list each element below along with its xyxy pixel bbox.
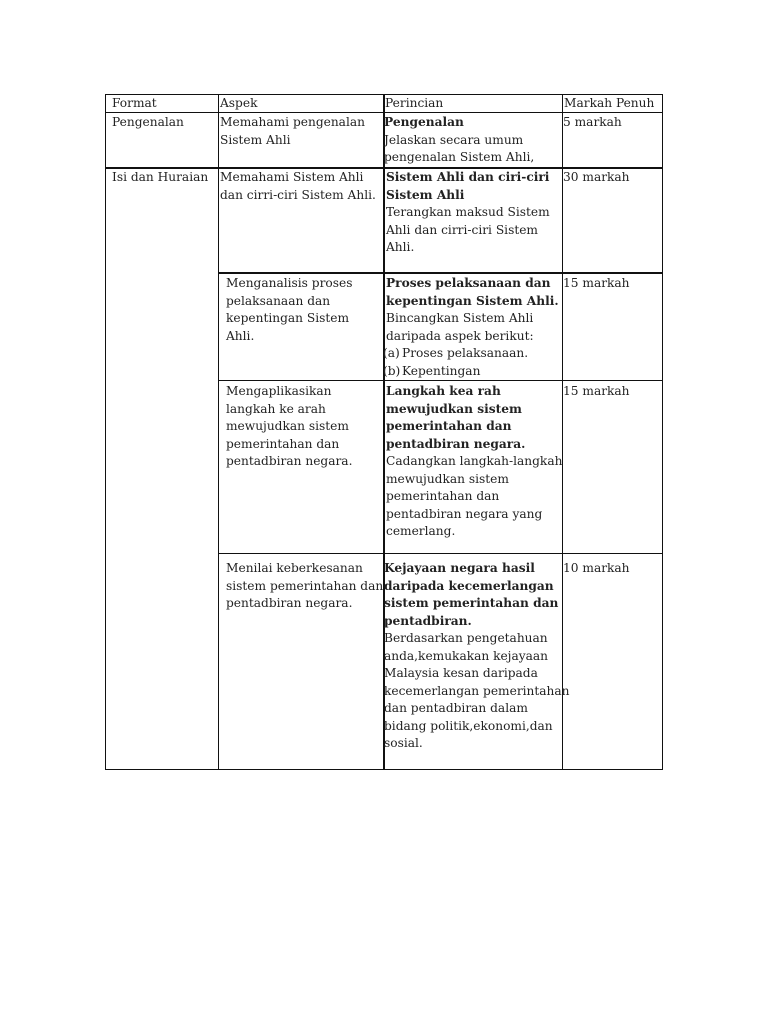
- row-divider: [218, 380, 662, 381]
- row5-markah: 10 markah: [563, 561, 630, 575]
- list-text: Kepentingan: [402, 363, 481, 378]
- section-title: daripada kecemerlangan: [384, 578, 554, 593]
- text-line: Menganalisis proses: [226, 276, 353, 290]
- row4-markah: 15 markah: [563, 384, 630, 398]
- text-line: Berdasarkan pengetahuan: [384, 631, 548, 645]
- row2-perincian: [386, 169, 550, 257]
- row1-perincian: [384, 114, 534, 167]
- text-line: Ahli.: [226, 328, 255, 343]
- text-line: pelaksanaan dan: [226, 293, 331, 308]
- row2-aspek: [220, 169, 376, 204]
- text-line: pentadbiran negara.: [226, 454, 353, 468]
- row2-format: Isi dan Huraian: [112, 170, 209, 184]
- text-line: mewujudkan sistem: [386, 471, 509, 486]
- section-title: Sistem Ahli dan ciri-ciri: [386, 170, 550, 184]
- text-line: pentadbiran negara.: [226, 596, 353, 610]
- marking-scheme-table: [105, 94, 663, 770]
- text-line: pengenalan Sistem Ahli,: [384, 150, 535, 164]
- section-title: pentadbiran.: [384, 613, 472, 628]
- section-title: pemerintahan dan: [386, 419, 512, 433]
- section-title: Langkah kea rah: [386, 384, 501, 398]
- text-line: mewujudkan sistem: [226, 419, 349, 433]
- text-line: Bincangkan Sistem Ahli: [386, 311, 534, 325]
- row4-aspek: [226, 383, 352, 471]
- text-line: daripada aspek berikut:: [386, 328, 534, 343]
- row5-perincian: [384, 560, 570, 753]
- row3-perincian: [383, 275, 559, 380]
- text-line: Menilai keberkesanan: [226, 561, 363, 575]
- text-line: pentadbiran negara yang: [386, 506, 543, 521]
- text-line: Jelaskan secara umum: [384, 132, 524, 147]
- text-line: pemerintahan dan: [386, 489, 500, 503]
- text-line: pemerintahan dan: [226, 436, 340, 451]
- text-line: Cadangkan langkah-langkah: [386, 454, 563, 468]
- list-item: [383, 345, 559, 363]
- list-text: Proses pelaksanaan.: [402, 346, 529, 360]
- header-format: Format: [112, 96, 157, 110]
- text-line: Terangkan maksud Sistem: [386, 205, 550, 219]
- section-title: pentadbiran negara.: [386, 436, 526, 451]
- section-title: Proses pelaksanaan dan: [386, 276, 551, 290]
- text-line: Malaysia kesan daripada: [384, 666, 538, 680]
- text-line: Memahami pengenalan: [220, 115, 365, 129]
- text-line: kepentingan Sistem: [226, 311, 350, 325]
- row1-format: Pengenalan: [112, 115, 184, 129]
- column-divider: [218, 95, 219, 769]
- text-line: bidang politik,ekonomi,dan: [384, 718, 553, 733]
- text-line: Mengaplikasikan: [226, 384, 332, 398]
- list-marker: (b): [383, 363, 401, 378]
- section-title: Kejayaan negara hasil: [384, 561, 535, 575]
- text-line: kecemerlangan pemerintahan: [384, 683, 570, 698]
- text-line: Ahli.: [386, 240, 415, 254]
- text-line: langkah ke arah: [226, 401, 326, 416]
- row1-aspek: [220, 114, 365, 149]
- list-marker: (a): [383, 346, 400, 360]
- header-aspek: Aspek: [220, 96, 258, 110]
- section-title: Pengenalan: [384, 115, 464, 129]
- header-perincian: Perincian: [385, 96, 444, 110]
- row2-markah: 30 markah: [563, 170, 630, 184]
- text-line: dan cirri-ciri Sistem Ahli.: [220, 187, 376, 202]
- text-line: Memahami Sistem Ahli: [220, 170, 364, 184]
- section-title: Sistem Ahli: [386, 187, 465, 202]
- text-line: Ahli dan cirri-ciri Sistem: [386, 222, 538, 237]
- text-line: sistem pemerintahan dan: [226, 578, 384, 593]
- text-line: cemerlang.: [386, 524, 456, 538]
- text-line: Sistem Ahli: [220, 132, 291, 147]
- row1-markah: 5 markah: [563, 115, 622, 129]
- row3-markah: 15 markah: [563, 276, 630, 290]
- list-item: [383, 363, 559, 381]
- text-line: sosial.: [384, 736, 423, 750]
- section-title: mewujudkan sistem: [386, 401, 522, 416]
- section-title: kepentingan Sistem Ahli.: [386, 293, 559, 308]
- row4-perincian: [386, 383, 562, 541]
- row-divider: [218, 273, 662, 274]
- text-line: dan pentadbiran dalam: [384, 701, 528, 715]
- row3-aspek: [226, 275, 353, 345]
- header-markah: Markah Penuh: [564, 96, 655, 110]
- text-line: anda,kemukakan kejayaan: [384, 648, 548, 663]
- section-title: sistem pemerintahan dan: [384, 596, 559, 610]
- row-divider: [218, 553, 662, 554]
- row5-aspek: [226, 560, 383, 613]
